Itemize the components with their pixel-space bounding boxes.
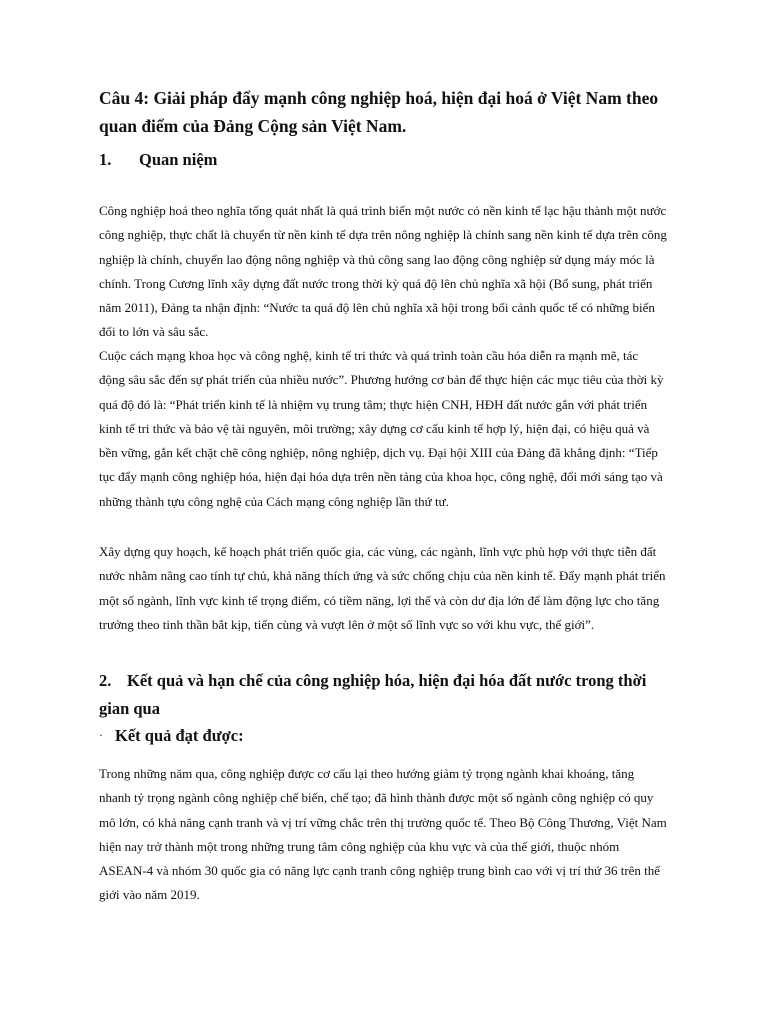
section-1-paragraph-3: Xây dựng quy hoạch, kế hoạch phát triển quốc gia, các vùng, các ngành, lĩnh vực phù hợp với thực tiễn đất nước nhằm nâng cao tính tự chủ, khả năng thích ứng và sức chống chịu của nền kinh tế. Đẩy mạnh phát triển một số ngành, lĩnh vực kinh tế trọng điểm, có tiềm năng, lợi thế và còn dư địa lớn để làm động lực cho tăng trưởng theo tinh thần bắt kịp, tiến cùng và vượt lên ở một số lĩnh vực so với khu vực, thế giới”. [99,544,666,632]
bullet-dot-icon: · [99,728,103,742]
document-title: Câu 4: Giải pháp đẩy mạnh công nghiệp hoá, hiện đại hoá ở Việt Nam theo quan điểm của Đảng Cộng sản Việt Nam. [99,88,659,136]
section-1-paragraph-1: Công nghiệp hoá theo nghĩa tổng quát nhất là quá trình biến một nước có nền kinh tế lạc hậu thành một nước công nghiệp, thực chất là chuyển từ nền kinh tế dựa trên nông nghiệp là chính sang nền kinh tế dựa trên công nghiệp là chính, chuyển lao động nông nghiệp và thủ công sang lao động công nghiệp sử dụng máy móc là chính. Trong Cương lĩnh xây dựng đất nước trong thời kỳ quá độ lên chủ nghĩa xã hội (Bổ sung, phát triển năm 2011), Đảng ta nhận định: “Nước ta quá độ lên chủ nghĩa xã hội trong bối cảnh quốc tế có những biến đổi to lớn và sâu sắc. [99,203,667,340]
section-2-number: 2. [99,671,112,690]
section-2-paragraph-1: Trong những năm qua, công nghiệp được cơ cấu lại theo hướng giảm tỷ trọng ngành khai khoáng, tăng nhanh tỷ trọng ngành công nghiệp chế biến, chế tạo; đã hình thành được một số ngành công nghiệp có quy mô lớn, có khả năng cạnh tranh và vị trí vững chắc trên thị trường quốc tế. Theo Bộ Công Thương, Việt Nam hiện nay trở thành một trong những trung tâm công nghiệp của khu vực và của thế giới, thuộc nhóm ASEAN-4 và nhóm 30 quốc gia có năng lực cạnh tranh công nghiệp trung bình cao với vị trí thứ 36 trên thế giới vào năm 2019. [99,766,667,903]
section-2-title: Kết quả và hạn chế của công nghiệp hóa, hiện đại hóa đất nước trong thời gian qua [99,671,647,718]
section-2-subheading-text: Kết quả đạt được: [115,726,244,745]
section-2-heading [99,667,674,723]
section-1-title: Quan niệm [139,150,218,169]
section-2-subheading [99,721,244,750]
section-1-number: 1. [99,150,112,169]
section-1-paragraph-2: Cuộc cách mạng khoa học và công nghệ, kinh tế tri thức và quá trình toàn cầu hóa diễn ra mạnh mẽ, tác động sâu sắc đến sự phát triển của nhiều nước”. Phương hướng cơ bản để thực hiện các mục tiêu của thời kỳ quá độ đó là: “Phát triển kinh tế là nhiệm vụ trung tâm; thực hiện CNH, HĐH đất nước gắn với phát triển kinh tế tri thức và bảo vệ tài nguyên, môi trường; xây dựng cơ cấu kinh tế hợp lý, hiện đại, có hiệu quả và bền vững, gắn kết chặt chẽ công nghiệp, nông nghiệp, dịch vụ. Đại hội XIII của Đảng đã khẳng định: “Tiếp tục đẩy mạnh công nghiệp hóa, hiện đại hóa dựa trên nền tảng của khoa học, công nghệ, đổi mới sáng tạo và những thành tựu công nghệ của Cách mạng công nghiệp lần thứ tư. [99,348,664,509]
section-1-heading [99,146,217,174]
